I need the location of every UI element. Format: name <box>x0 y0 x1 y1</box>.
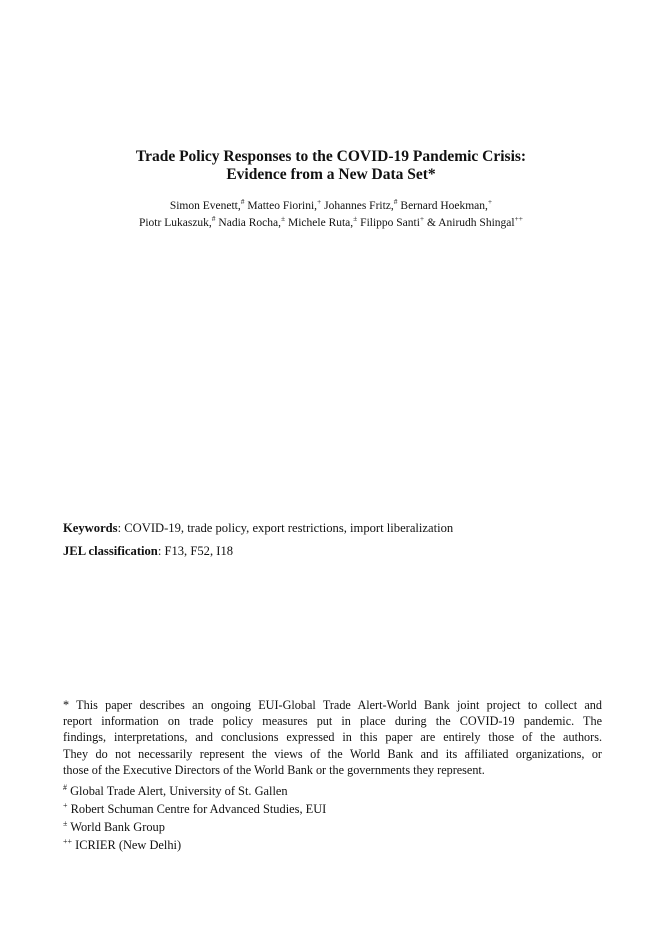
author-affiliation-mark: # <box>240 197 245 206</box>
author-name: Simon Evenett, <box>169 200 241 212</box>
footnote-line: * This paper describes an ongoing EUI-Global Trade Alert-World Bank joint project to collect and <box>63 698 602 712</box>
affiliation-item <box>63 818 603 836</box>
author-name: Johannes Fritz, <box>324 200 394 212</box>
affiliation-item <box>63 782 603 800</box>
affiliation-mark: + <box>63 801 68 810</box>
author-affiliation-mark: + <box>487 197 493 206</box>
affiliation-mark: ± <box>63 819 68 828</box>
paper-title <box>60 148 602 184</box>
footnote-line: They do not necessarily represent the views of the World Bank and its affiliated organizations, or <box>63 746 602 761</box>
author-affiliation-mark: # <box>211 214 216 223</box>
affiliation-text: Global Trade Alert, University of St. Gallen <box>70 784 288 798</box>
jel-classification <box>63 544 603 559</box>
affiliations <box>63 782 603 854</box>
keywords-text: : COVID-19, trade policy, export restrictions, import liberalization <box>117 521 454 535</box>
jel-text: : F13, F52, I18 <box>157 544 234 558</box>
affiliation-text: Robert Schuman Centre for Advanced Studies, EUI <box>70 802 327 816</box>
author-affiliation-mark: # <box>393 197 398 206</box>
keywords-label: Keywords <box>63 521 118 535</box>
author-name: Piotr Lukaszuk, <box>138 217 212 229</box>
author-affiliation-mark: ++ <box>514 214 524 223</box>
author-name: Matteo Fiorini, <box>247 200 318 212</box>
affiliation-text: ICRIER (New Delhi) <box>75 838 182 852</box>
keywords <box>63 521 603 536</box>
jel-label: JEL classification <box>63 544 158 558</box>
author-name: Nadia Rocha, <box>218 217 282 229</box>
footnote-line: findings, interpretations, and conclusions expressed in this paper are entirely those of the authors. <box>63 730 602 745</box>
author-line-2 <box>40 215 622 232</box>
footnote-line: report information on trade policy measures put in place during the COVID-19 pandemic. The <box>63 714 602 729</box>
affiliation-mark: ++ <box>63 837 73 846</box>
affiliation-text: World Bank Group <box>70 820 165 834</box>
author-name: Filippo Santi <box>360 217 420 229</box>
author-name: & Anirudh Shingal <box>427 217 515 229</box>
affiliation-mark: # <box>63 783 67 792</box>
affiliation-item <box>63 800 603 818</box>
affiliation-item <box>63 836 603 854</box>
author-affiliation-mark: + <box>419 214 425 223</box>
title-line-2: Evidence from a New Data Set* <box>226 166 436 183</box>
author-line-1 <box>40 198 622 215</box>
title-footnote <box>63 697 602 778</box>
author-name: Michele Ruta, <box>288 217 354 229</box>
author-affiliation-mark: + <box>317 197 322 206</box>
footnote-line: those of the Executive Directors of the World Bank or the governments they represent. <box>63 762 485 777</box>
author-name: Bernard Hoekman, <box>400 200 488 212</box>
author-list <box>40 198 622 232</box>
author-affiliation-mark: ± <box>353 214 358 223</box>
title-line-1: Trade Policy Responses to the COVID-19 Pandemic Crisis: <box>135 148 527 165</box>
author-affiliation-mark: ± <box>281 214 286 223</box>
